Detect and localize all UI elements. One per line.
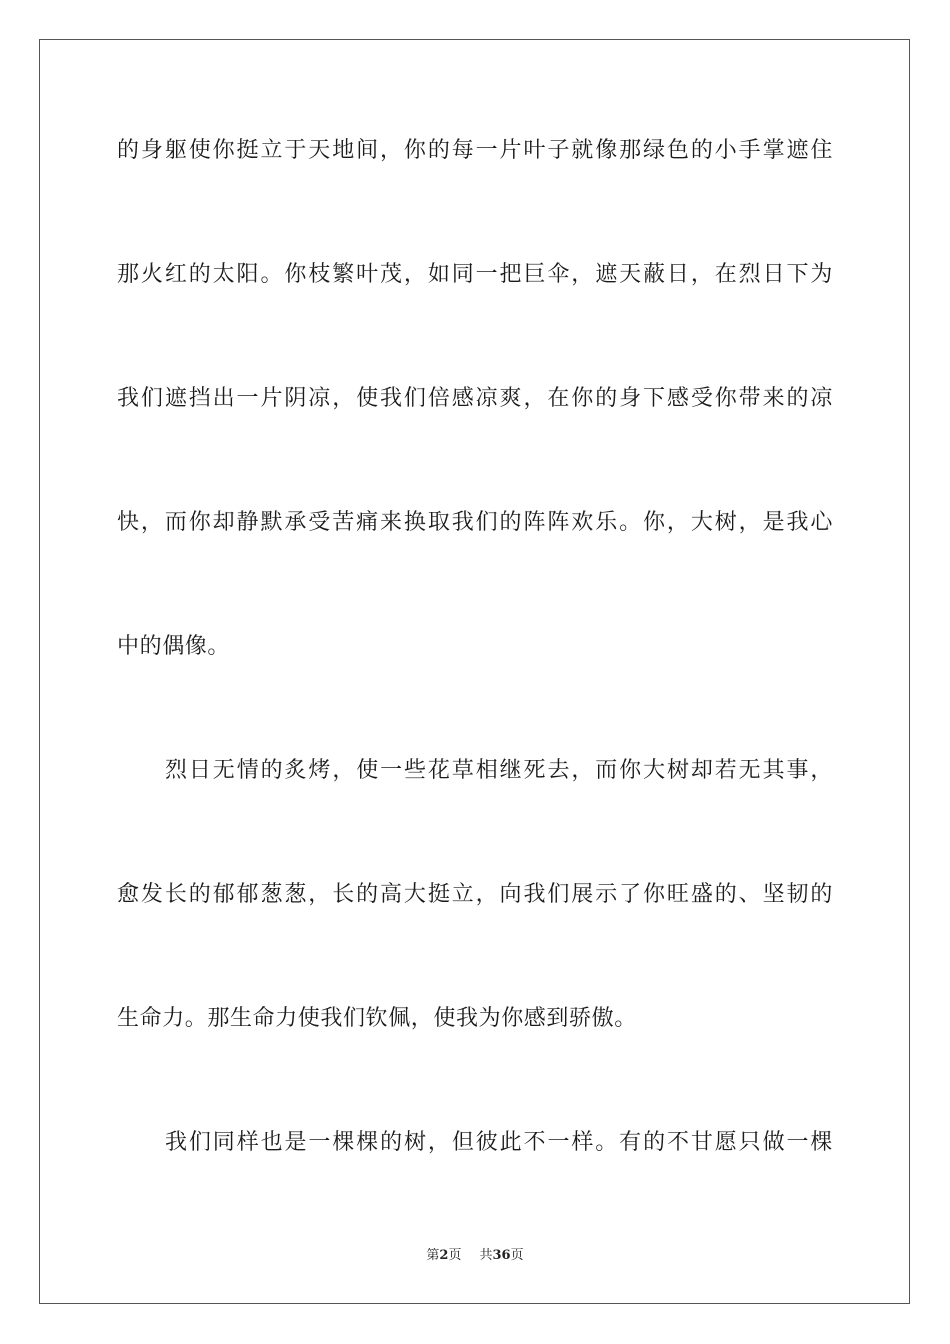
total-prefix: 共 [479,1248,493,1263]
paragraph-first-line: 烈日无情的炙烤，使一些花草相继死去，而你大树却若无其事， [165,758,833,783]
paragraph-first-line: 我们同样也是一棵棵的树，但彼此不一样。有的不甘愿只做一棵 [165,1130,833,1155]
text-line: 我们遮挡出一片阴凉，使我们倍感凉爽，在你的身下感受你带来的凉 [117,386,833,411]
text-line: 的身躯使你挺立于天地间，你的每一片叶子就像那绿色的小手掌遮住 [117,138,833,163]
text-line: 中的偶像。 [117,634,231,659]
page-prefix: 第 [426,1248,440,1263]
text-line: 快，而你却静默承受苦痛来换取我们的阵阵欢乐。你，大树，是我心 [117,510,833,535]
text-line: 愈发长的郁郁葱葱，长的高大挺立，向我们展示了你旺盛的、坚韧的 [117,882,833,907]
page-suffix: 页 [448,1248,462,1263]
total-pages: 36 [492,1248,511,1263]
total-suffix: 页 [510,1248,524,1263]
text-line: 那火红的太阳。你枝繁叶茂，如同一把巨伞，遮天蔽日，在烈日下为 [117,262,833,287]
text-line: 生命力。那生命力使我们钦佩，使我为你感到骄傲。 [117,1006,637,1031]
page-number: 2 [439,1248,449,1263]
page-footer [0,1247,950,1265]
page-border [39,39,910,1304]
